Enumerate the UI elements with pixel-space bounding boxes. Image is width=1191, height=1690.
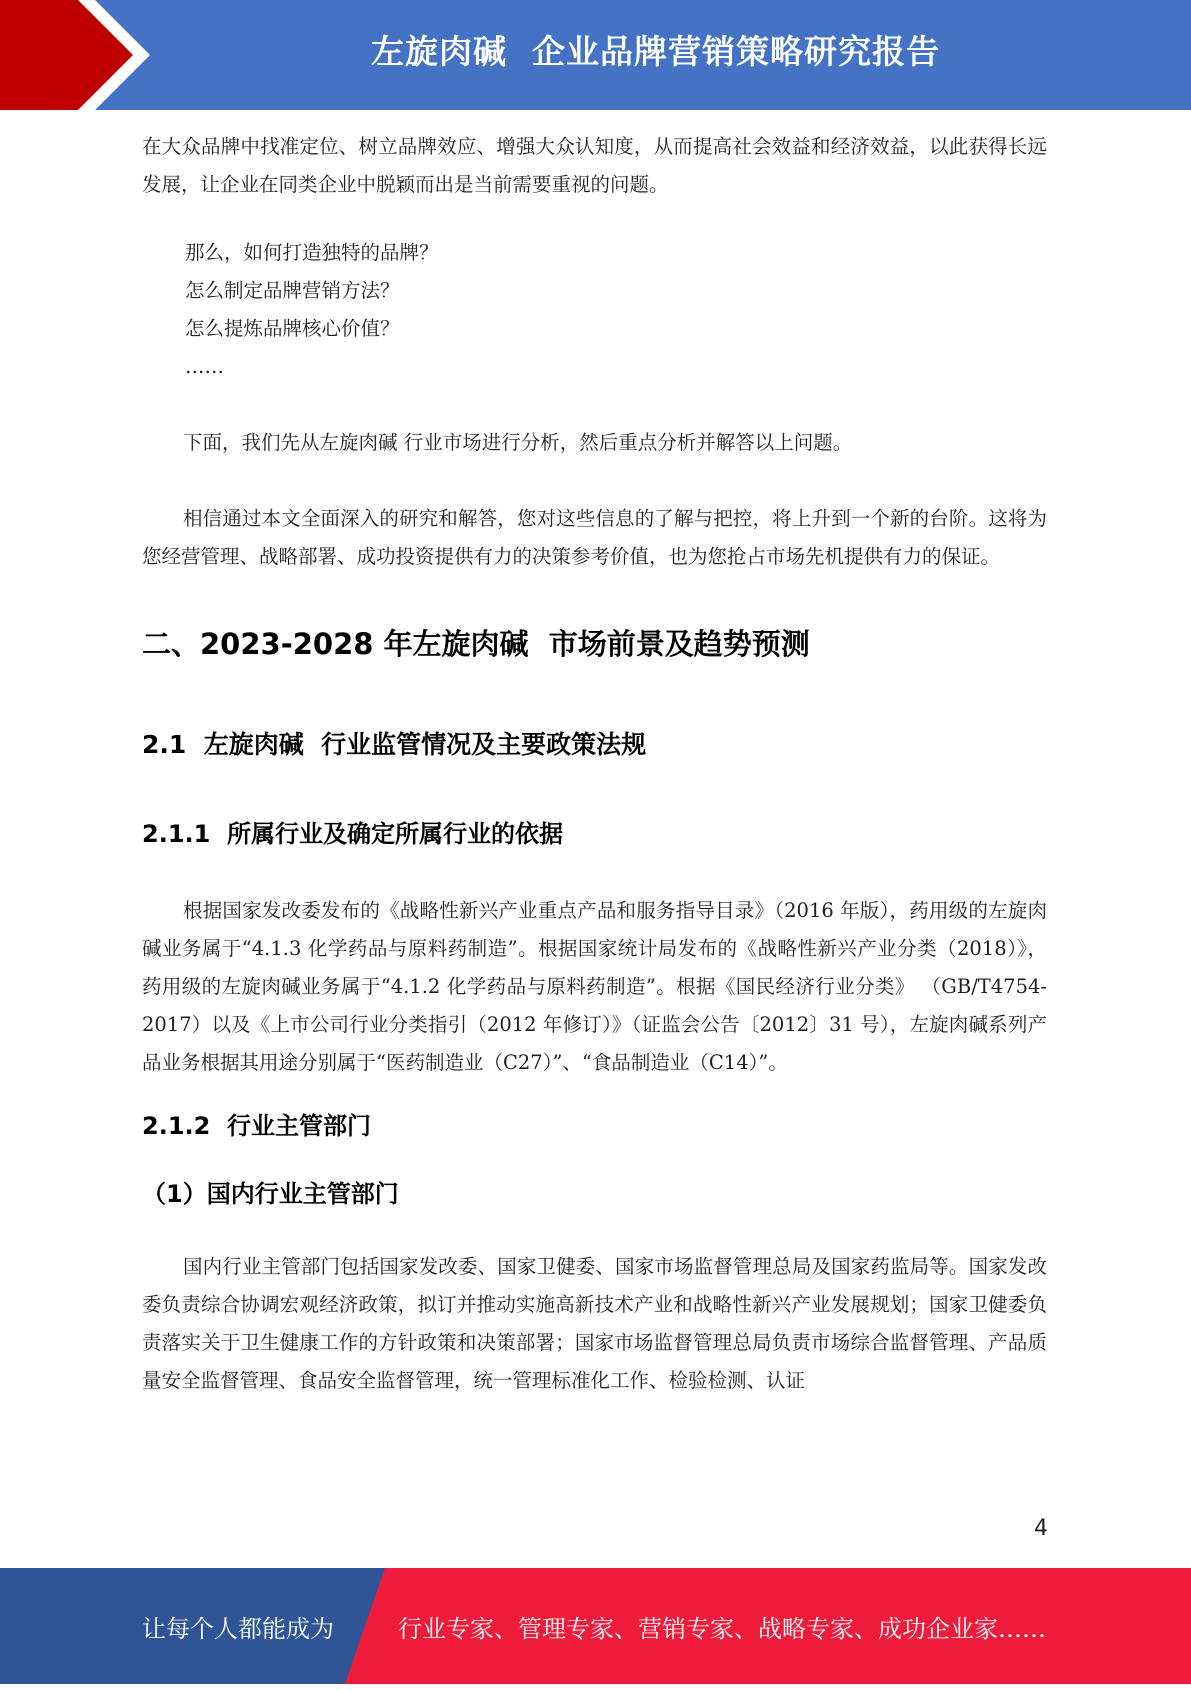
paragraph-industry-classification: 根据国家发改委发布的《战略性新兴产业重点产品和服务指导目录》（2016 年版），药用级的左旋肉碱业务属于“4.1.3 化学药品与原料药制造”。根据国家统计局发布的《战略性新兴产业分类（2018）》，药用级的左旋肉碱业务属于“4.1.2 化学药品与原料药制造”。根据《国民经济行业分类》 （GB/T4754-2017）以及《上市公司行业分类指引（2012 年修订）》（证监会公告〔2012〕31 号），左旋肉碱系列产品业务根据其用途分别属于“医药制造业（C27）”、“食品制造业（C14）”。 [142,899,1047,1074]
section-heading-2-1-1: 2.1.1 所属行业及确定所属行业的依据 [142,820,564,848]
question-line: 怎么制定品牌营销方法？ [185,279,400,302]
paragraph-belief: 相信通过本文全面深入的研究和解答，您对这些信息的了解与把控，将上升到一个新的台阶。这将为您经营管理、战略部署、成功投资提供有力的决策参考价值，也为您抢占市场先机提供有力的保证。 [142,507,1047,568]
question-line: 那么，如何打造独特的品牌？ [185,241,439,264]
paragraph-next: 下面，我们先从左旋肉碱 行业市场进行分析，然后重点分析并解答以上问题。 [183,431,853,454]
question-ellipsis: …… [185,355,224,378]
red-arrow-decoration [0,0,170,110]
section-heading-2-1-2: 2.1.2 行业主管部门 [142,1112,372,1140]
footer-slogan-left: 让每个人都能成为 [142,1615,334,1643]
question-line: 怎么提炼品牌核心价值？ [185,317,400,340]
document-body [142,128,1047,1400]
page-footer-banner [0,1568,1191,1684]
page-header-banner [0,0,1191,110]
section-heading-2-1: 2.1 左旋肉碱 行业监管情况及主要政策法规 [142,730,647,759]
section-heading-2: 二、2023-2028 年左旋肉碱 市场前景及趋势预测 [142,627,810,661]
subsection-heading-domestic: （1）国内行业主管部门 [142,1180,399,1208]
question-list [142,234,1047,386]
paragraph-domestic-authorities: 国内行业主管部门包括国家发改委、国家卫健委、国家市场监督管理总局及国家药监局等。国家发改委负责综合协调宏观经济政策，拟订并推动实施高新技术产业和战略性新兴产业发展规划；国家卫健委负责落实关于卫生健康工作的方针政策和决策部署；国家市场监督管理总局负责市场综合监督管理、产品质量安全监督管理、食品安全监督管理，统一管理标准化工作、检验检测、认证 [142,1255,1047,1392]
page-number: 4 [1034,1516,1048,1541]
paragraph-intro: 在大众品牌中找准定位、树立品牌效应、增强大众认知度，从而提高社会效益和经济效益，以此获得长远发展，让企业在同类企业中脱颖而出是当前需要重视的问题。 [142,135,1047,196]
report-title: 左旋肉碱 企业品牌营销策略研究报告 [371,32,940,71]
footer-slogan-right: 行业专家、管理专家、营销专家、战略专家、成功企业家…… [398,1615,1046,1643]
